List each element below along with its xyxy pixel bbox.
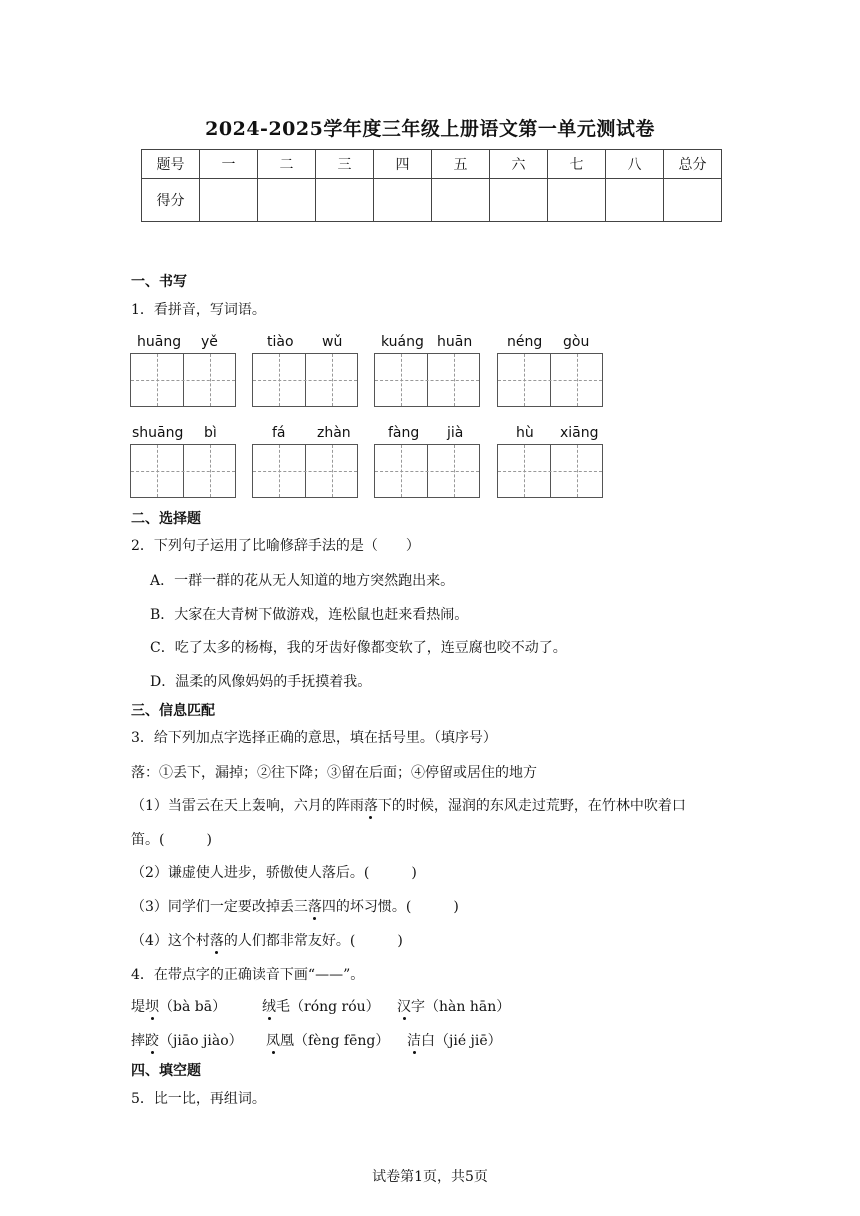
score-cell[interactable] — [200, 179, 258, 222]
pinyin-label: hù — [516, 425, 534, 441]
writing-grid[interactable] — [130, 353, 236, 407]
score-cell[interactable] — [432, 179, 490, 222]
score-header-cell: 总分 — [664, 150, 722, 179]
option-b[interactable]: B．大家在大青树下做游戏，连松鼠也赶来看热闹。 — [150, 607, 469, 623]
dotted-char: 绒 — [262, 996, 276, 1016]
reading-item: 摔跤（jiāo jiào） — [131, 1030, 243, 1050]
pinyin-label: jià — [447, 425, 464, 441]
section-heading: 二、选择题 — [131, 511, 201, 527]
dotted-char: 落 — [210, 930, 224, 950]
score-header-cell: 四 — [374, 150, 432, 179]
reading-item: 洁白（jié jiē） — [407, 1030, 502, 1050]
reading-item: 汉字（hàn hān） — [397, 996, 510, 1016]
writing-grid[interactable] — [497, 353, 603, 407]
sentence-1: （1）当雷云在天上轰响，六月的阵雨落下的时候，湿润的东风走过荒野，在竹林中吹着口 — [131, 795, 686, 815]
score-header-cell: 题号 — [142, 150, 200, 179]
question-text: 1．看拼音，写词语。 — [131, 302, 266, 318]
page-title: 2024-2025学年度三年级上册语文第一单元测试卷 — [205, 118, 655, 140]
score-header-cell: 六 — [490, 150, 548, 179]
question-text: 4．在带点字的正确读音下画“——”。 — [131, 967, 365, 983]
score-cell[interactable] — [258, 179, 316, 222]
pinyin-label: huāng — [137, 334, 182, 350]
question-text: 2．下列句子运用了比喻修辞手法的是（ ） — [131, 538, 420, 554]
score-cell[interactable] — [664, 179, 722, 222]
section-heading: 四、填空题 — [131, 1063, 201, 1079]
sentence-4: （4）这个村落的人们都非常友好。( ) — [131, 930, 403, 950]
reading-item: 凤凰（fèng fēng） — [266, 1030, 389, 1050]
option-a[interactable]: A．一群一群的花从无人知道的地方突然跑出来。 — [150, 573, 455, 589]
dotted-char: 汉 — [397, 996, 411, 1016]
score-header-cell: 七 — [548, 150, 606, 179]
pinyin-label: bì — [204, 425, 217, 441]
dotted-char: 洁 — [407, 1030, 421, 1050]
score-cell[interactable] — [606, 179, 664, 222]
score-cell[interactable] — [490, 179, 548, 222]
dotted-char: 坝 — [145, 996, 159, 1016]
score-header-cell: 五 — [432, 150, 490, 179]
pinyin-label: zhàn — [317, 425, 351, 441]
pinyin-label: yě — [201, 334, 218, 350]
section-heading: 三、信息匹配 — [131, 703, 215, 719]
score-cell[interactable] — [316, 179, 374, 222]
pinyin-label: wǔ — [322, 334, 343, 350]
writing-grid[interactable] — [374, 353, 480, 407]
sentence-1-cont: 笛。( ) — [131, 832, 212, 848]
dotted-char: 落 — [364, 795, 378, 815]
score-header-cell: 一 — [200, 150, 258, 179]
pinyin-label: gòu — [563, 334, 590, 350]
writing-grid[interactable] — [252, 353, 358, 407]
sentence-2: （2）谦虚使人进步，骄傲使人落后。( ) — [131, 865, 417, 881]
pinyin-label: kuáng — [381, 334, 424, 350]
dotted-char: 凤 — [266, 1030, 280, 1050]
pinyin-label: fá — [272, 425, 286, 441]
reading-item: 堤坝（bà bā） — [131, 996, 226, 1016]
meaning-list: 落：①丢下，漏掉；②往下降；③留在后面；④停留或居住的地方 — [131, 765, 537, 781]
score-header-cell: 二 — [258, 150, 316, 179]
score-cell[interactable] — [374, 179, 432, 222]
writing-grid[interactable] — [130, 444, 236, 498]
option-d[interactable]: D．温柔的风像妈妈的手抚摸着我。 — [150, 674, 372, 690]
pinyin-label: shuāng — [132, 425, 184, 441]
sentence-3: （3）同学们一定要改掉丢三落四的坏习惯。( ) — [131, 896, 459, 916]
writing-grid[interactable] — [374, 444, 480, 498]
score-table — [141, 149, 722, 222]
dotted-char: 跤 — [145, 1030, 159, 1050]
section-heading: 一、书写 — [131, 274, 187, 290]
writing-grid[interactable] — [252, 444, 358, 498]
reading-item: 绒毛（róng róu） — [262, 996, 380, 1016]
pinyin-label: xiāng — [560, 425, 599, 441]
pinyin-label: néng — [507, 334, 543, 350]
score-row-label: 得分 — [142, 179, 200, 222]
writing-grid[interactable] — [497, 444, 603, 498]
pinyin-label: tiào — [267, 334, 294, 350]
option-c[interactable]: C．吃了太多的杨梅，我的牙齿好像都变软了，连豆腐也咬不动了。 — [150, 640, 567, 656]
pinyin-label: fàng — [388, 425, 420, 441]
score-header-cell: 三 — [316, 150, 374, 179]
page-footer: 试卷第1页，共5页 — [372, 1169, 488, 1185]
pinyin-label: huān — [437, 334, 473, 350]
score-cell[interactable] — [548, 179, 606, 222]
dotted-char: 落 — [308, 896, 322, 916]
question-text: 5．比一比，再组词。 — [131, 1091, 266, 1107]
score-header-cell: 八 — [606, 150, 664, 179]
question-text: 3．给下列加点字选择正确的意思，填在括号里。（填序号） — [131, 730, 497, 746]
